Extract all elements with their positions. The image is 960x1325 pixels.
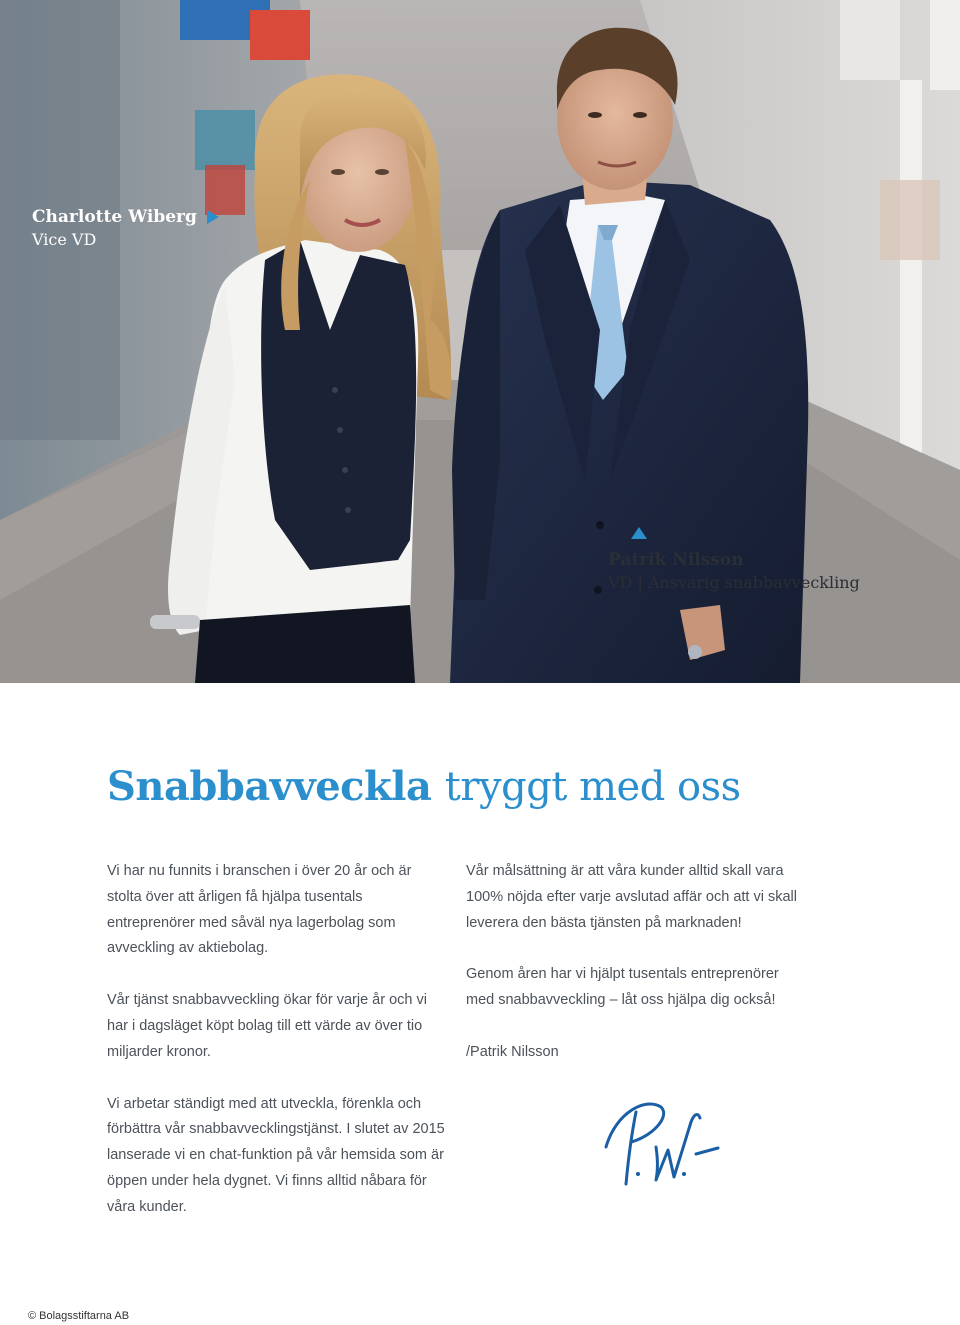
- paragraph: Vår målsättning är att våra kunder alltid skall vara 100% nöjda efter varje avslutad affär och att vi skall leverera den bästa tjänsten på marknaden!: [466, 863, 798, 931]
- title-light: tryggt med oss: [444, 764, 741, 810]
- sign-off: /Patrik Nilsson: [466, 1043, 559, 1060]
- caption-name: Charlotte Wiberg: [32, 206, 219, 228]
- page-title: [107, 763, 741, 810]
- paragraph: Vi arbetar ständigt med att utveckla, förenkla och förbättra vår snabbavvecklingstjänst. I slutet av 2015 lanserade vi en chat-funktion på vår hemsida som är öppen under hela dygnet. Vi finns alltid nåbara för våra kunder.: [107, 1095, 445, 1215]
- paragraph: Vår tjänst snabbavveckling ökar för varje år och vi har i dagsläget köpt bolag till ett värde av över tio miljarder kronor.: [107, 992, 427, 1060]
- triangle-right-icon: [207, 210, 219, 224]
- title-bold: Snabbavveckla: [107, 763, 432, 810]
- caption-patrik: [608, 549, 860, 595]
- footer-copyright: © Bolagsstiftarna AB: [28, 1310, 130, 1322]
- triangle-up-icon: [631, 527, 647, 539]
- caption-name: Patrik Nilsson: [608, 550, 744, 570]
- right-column: [466, 859, 806, 1092]
- paragraph: Vi har nu funnits i branschen i över 20 år och är stolta över att årligen få hjälpa tusentals entreprenörer med såväl nya lagerbolag som avveckling av aktiebolag.: [107, 863, 412, 957]
- caption-role: VD | Ansvarig snabbavveckling: [608, 573, 860, 592]
- caption-charlotte: [32, 206, 219, 252]
- left-column: [107, 859, 447, 1247]
- signature-image: [596, 1092, 726, 1192]
- caption-role: Vice VD: [32, 230, 97, 249]
- paragraph: Genom åren har vi hjälpt tusentals entreprenörer med snabbavveckling – låt oss hjälpa dig också!: [466, 966, 779, 1009]
